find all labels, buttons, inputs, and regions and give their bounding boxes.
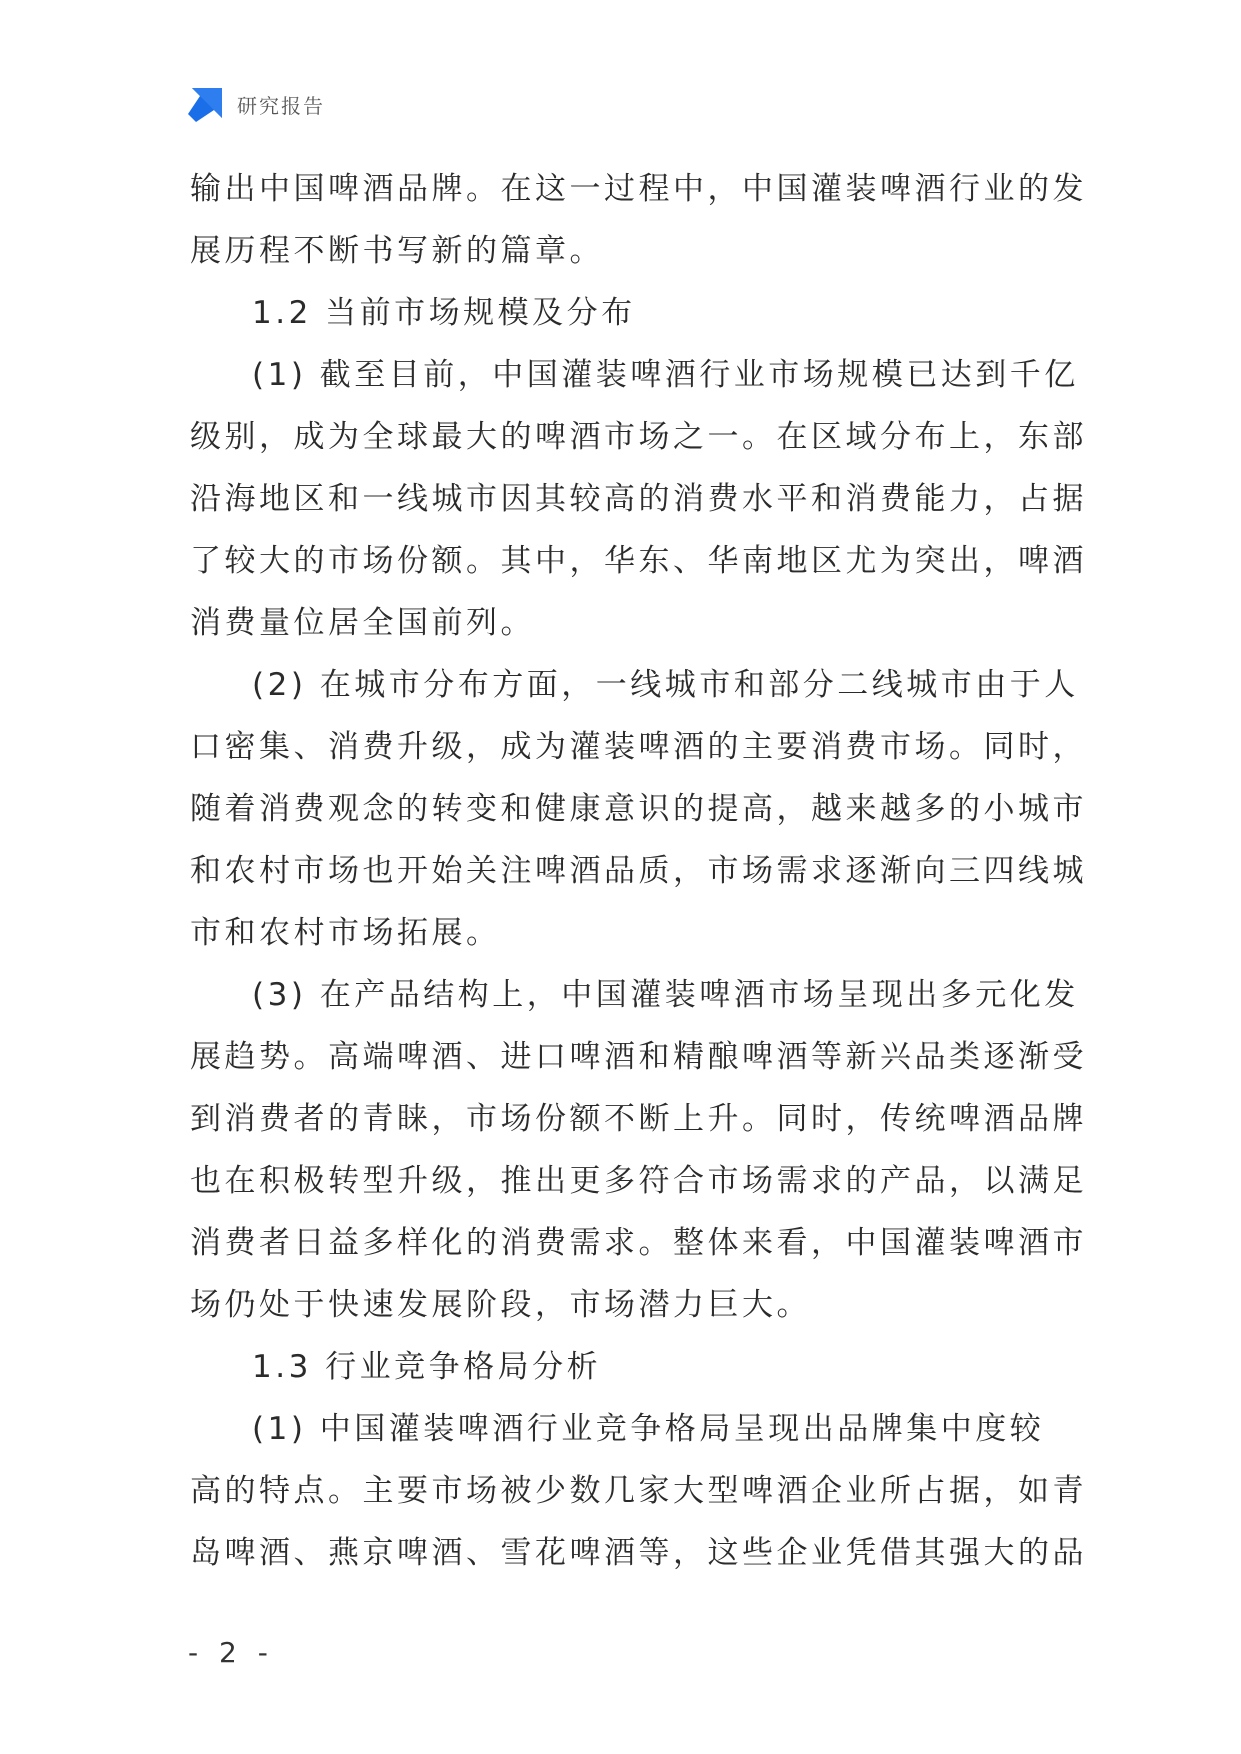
body-line: (1) 中国灌装啤酒行业竞争格局呈现出品牌集中度较 bbox=[252, 1411, 1045, 1447]
body-line: 沿海地区和一线城市因其较高的消费水平和消费能力，占据 bbox=[190, 481, 1087, 517]
body-line: 级别，成为全球最大的啤酒市场之一。在区域分布上，东部 bbox=[190, 419, 1087, 455]
body-line: 岛啤酒、燕京啤酒、雪花啤酒等，这些企业凭借其强大的品 bbox=[190, 1535, 1087, 1571]
body-line: 了较大的市场份额。其中，华东、华南地区尤为突出，啤酒 bbox=[190, 543, 1087, 579]
body-line: 到消费者的青睐，市场份额不断上升。同时，传统啤酒品牌 bbox=[190, 1101, 1087, 1137]
body-line: 展趋势。高端啤酒、进口啤酒和精酿啤酒等新兴品类逐渐受 bbox=[190, 1039, 1087, 1075]
arrow-up-right-icon bbox=[188, 86, 224, 122]
body-line: 消费者日益多样化的消费需求。整体来看，中国灌装啤酒市 bbox=[190, 1225, 1087, 1261]
section-heading: 1.2 当前市场规模及分布 bbox=[252, 295, 636, 331]
page-number: - 2 - bbox=[188, 1636, 274, 1669]
body-line: 随着消费观念的转变和健康意识的提高，越来越多的小城市 bbox=[190, 791, 1087, 827]
body-line: (3) 在产品结构上，中国灌装啤酒市场呈现出多元化发 bbox=[252, 977, 1079, 1013]
section-heading: 1.3 行业竞争格局分析 bbox=[252, 1349, 602, 1385]
body-line: 也在积极转型升级，推出更多符合市场需求的产品，以满足 bbox=[190, 1163, 1087, 1199]
page-header bbox=[188, 86, 325, 122]
body-line: (2) 在城市分布方面，一线城市和部分二线城市由于人 bbox=[252, 667, 1079, 703]
body-line: 高的特点。主要市场被少数几家大型啤酒企业所占据，如青 bbox=[190, 1473, 1087, 1509]
document-body bbox=[190, 158, 1087, 1584]
body-line: (1) 截至目前，中国灌装啤酒行业市场规模已达到千亿 bbox=[252, 357, 1079, 393]
body-line: 消费量位居全国前列。 bbox=[190, 605, 535, 641]
body-line: 输出中国啤酒品牌。在这一过程中，中国灌装啤酒行业的发 bbox=[190, 171, 1087, 207]
body-line: 口密集、消费升级，成为灌装啤酒的主要消费市场。同时， bbox=[190, 729, 1087, 765]
report-label: 研究报告 bbox=[237, 93, 325, 118]
body-line: 展历程不断书写新的篇章。 bbox=[190, 233, 604, 269]
body-line: 场仍处于快速发展阶段，市场潜力巨大。 bbox=[190, 1287, 811, 1323]
body-line: 市和农村市场拓展。 bbox=[190, 915, 501, 951]
body-line: 和农村市场也开始关注啤酒品质，市场需求逐渐向三四线城 bbox=[190, 853, 1087, 889]
